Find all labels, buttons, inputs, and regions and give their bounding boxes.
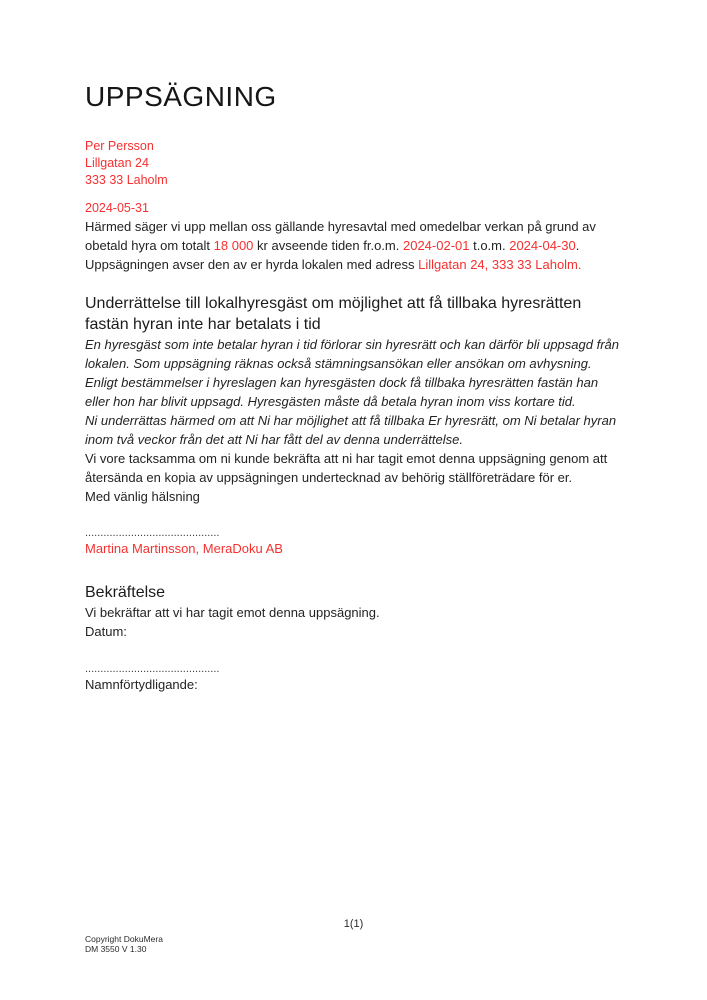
intro-paragraph: [85, 217, 620, 274]
name-clarification-label: Namnförtydligande:: [85, 677, 198, 692]
footer-doc-id: DM 3550 V 1.30: [85, 944, 147, 954]
period-start-date: 2024-02-01: [402, 238, 470, 253]
footer-copyright: Copyright DokuMera: [85, 934, 163, 944]
notice-heading: Underrättelse till lokalhyresgäst om möjlighet att få tillbaka hyresrätten fastän hyran inte har betalats i tid: [85, 295, 582, 333]
notice-paragraph-2: Ni underrättas härmed om att Ni har möjlighet att få tillbaka Er hyresrätt, om Ni betalar hyran inom två veckor från det att Ni har fått del av denna underrättelse.: [85, 413, 617, 447]
unpaid-rent-amount: 18 000: [213, 238, 254, 253]
document-date: 2024-05-31: [85, 201, 149, 215]
recipient-postal: 333 33 Laholm: [85, 173, 168, 187]
document-content: [85, 0, 620, 694]
date-label: Datum:: [85, 624, 127, 639]
intro-text-2: kr avseende tiden fr.o.m.: [253, 238, 403, 253]
recipient-name: Per Persson: [85, 139, 154, 153]
intro-text-3: t.o.m.: [469, 238, 510, 253]
recipient-street: Lillgatan 24: [85, 156, 149, 170]
period-end-date: 2024-04-30: [509, 238, 576, 253]
closing-line: Med vänlig hälsning: [85, 489, 200, 504]
confirmation-request-paragraph: Vi vore tacksamma om ni kunde bekräfta att ni har tagit emot denna uppsägning genom att återsända en kopia av uppsägningen undertecknad av behörig ställföreträdare för er.: [85, 451, 608, 485]
document-title: UPPSÄGNING: [85, 81, 277, 112]
recipient-block: [85, 138, 620, 189]
confirmation-body: Vi bekräftar att vi har tagit emot denna uppsägning.: [85, 605, 380, 620]
confirmation-heading: Bekräftelse: [85, 584, 166, 601]
page-number: 1(1): [343, 918, 364, 930]
signature-dotted-line: ............................................: [85, 527, 220, 539]
premises-address: Lillgatan 24, 333 33 Laholm.: [418, 257, 582, 272]
footer-identification: [85, 934, 163, 954]
confirmation-dotted-line: ............................................: [85, 663, 220, 675]
signature-name: Martina Martinsson, MeraDoku AB: [85, 541, 283, 556]
notice-paragraph-1: En hyresgäst som inte betalar hyran i tid förlorar sin hyresrätt och kan därför bli uppsagd från lokalen. Som uppsägning räknas också stämningsansökan eller ansökan om avhysning. Enligt bestämmelser i hyreslagen kan hyresgästen dock få tillbaka hyresrätten fastän han eller hon har blivit uppsagd. Hyresgästen måste då betala hyran inom viss kortare tid.: [85, 337, 619, 409]
intro-text-1: Härmed säger vi upp mellan oss gällande hyresavtal med omedelbar verkan på grund av obetald hyra om totalt: [85, 219, 596, 253]
intro-text-4: . Uppsägningen avser den av er hyrda lokalen med adress: [85, 238, 580, 272]
